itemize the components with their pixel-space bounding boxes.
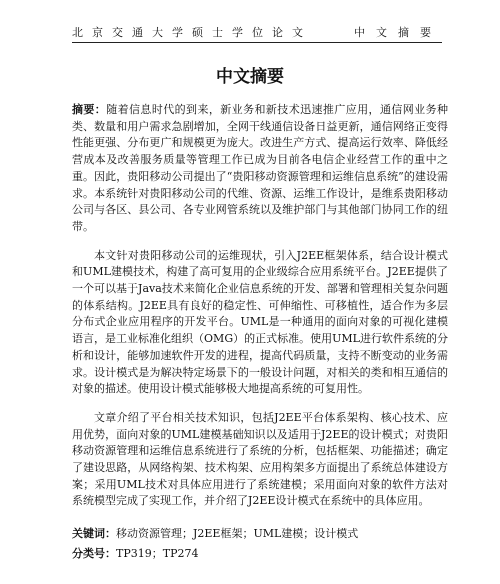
classification-label: 分类号： bbox=[72, 547, 116, 560]
abstract-paragraph-1-text: 随着信息时代的到来，新业务和新技术迅速推广应用，通信网业务种类、数量和用户需求急剧增加，全网干线通信设备日益更新，通信网络正变得性能更强、分布更广和规模更为庞大。改进生产方式、提高运行效率、降低经营成本及改善服务质量等管理工作已成为目前各电信企业经营工作的重中之重。因此，贵阳移动公司提出了“贵阳移动资源管理和运维信息系统”的建设需求。本系统针对贵阳移动公司的代维、资源、运维工作设计，是维系贵阳移动公司与各区、县公司、各专业网管系统以及维护部门与其他部门协同工作的纽带。 bbox=[72, 103, 448, 233]
classification-line bbox=[72, 544, 448, 564]
keywords-label: 关键词： bbox=[72, 527, 116, 540]
abstract-footer bbox=[72, 524, 448, 564]
abstract-paragraph-2: 本文针对贵阳移动公司的运维现状，引入J2EE框架体系，结合设计模式和UML建模技术，构建了高可复用的企业级综合应用系统平台。J2EE提供了一个可以基于Java技术来简化企业信息系统的开发、部署和管理相关复杂问题的体系结构。J2EE具有良好的稳定性、可伸缩性、可移植性，适合作为多层分布式企业应用程序的开发平台。UML是一种通用的面向对象的可视化建模语言，是工业标准化组织（OMG）的正式标准。使用UML进行软件系统的分析和设计，能够加速软件开发的进程，提高代码质量，支持不断变动的业务需求。设计模式是为解决特定场景下的一般设计问题，对相关的类和相互通信的对象的描述。使用设计模式能够极大地提高系统的可复用性。 bbox=[72, 248, 448, 396]
classification-value: TP319；TP274 bbox=[116, 547, 199, 560]
header-section-name: 中文摘要 bbox=[354, 26, 442, 39]
keywords-value: 移动资源管理；J2EE框架；UML建模；设计模式 bbox=[116, 527, 359, 540]
header-thesis-name: 北京交通大学硕士学位论文 bbox=[72, 26, 312, 39]
abstract-paragraph-1 bbox=[72, 102, 448, 236]
running-header bbox=[72, 22, 442, 43]
abstract-lead-label: 摘要： bbox=[72, 103, 107, 116]
abstract-body bbox=[72, 102, 448, 522]
page-title: 中文摘要 bbox=[216, 67, 284, 87]
keywords-line bbox=[72, 524, 448, 544]
abstract-paragraph-3: 文章介绍了平台相关技术知识，包括J2EE平台体系架构、核心技术、应用优势，面向对象的UML建模基础知识以及适用于J2EE的设计模式；对贵阳移动资源管理和运维信息系统进行了系统的分析，包括框架、功能描述；确定了建设思路，从网络构架、技术构架、应用构架多方面提出了系统总体建设方案；采用UML技术对具体应用进行了系统建模；采用面向对象的软件方法对系统模型完成了实现工作，并介绍了J2EE设计模式在系统中的具体应用。 bbox=[72, 410, 448, 508]
